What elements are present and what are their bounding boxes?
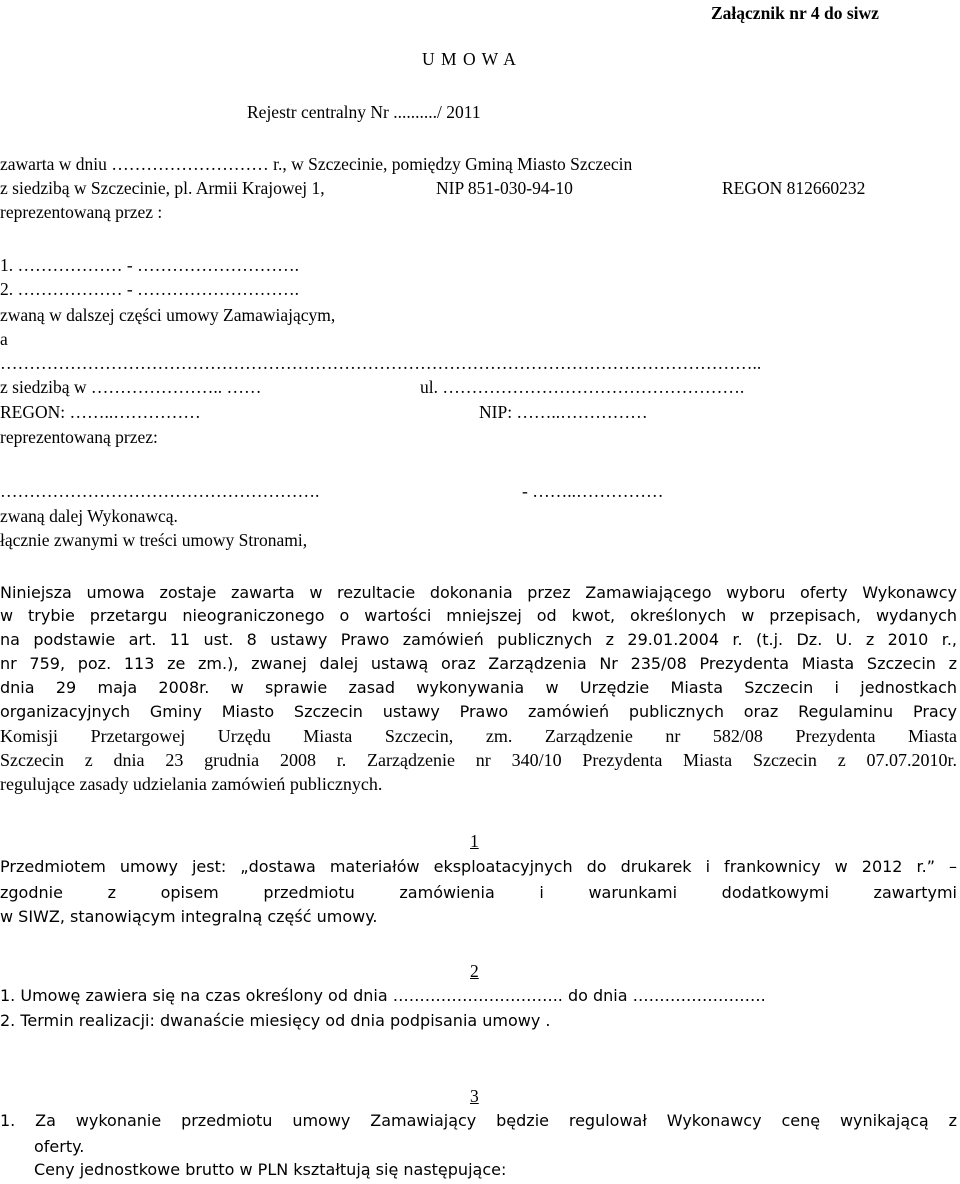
- contractor-seat: z siedzibą w ………………….. ……: [0, 377, 262, 397]
- conjunction-a: a: [0, 329, 8, 349]
- document-title: U M O W A: [422, 49, 517, 69]
- intro-line: dnia 29 maja 2008r. w sprawie zasad wykonywania w Urzędzie Miasta Szczecin i jednostkach: [0, 678, 957, 697]
- orderer-regon: REGON 812660232: [722, 178, 866, 198]
- orderer-nip: NIP 851-030-94-10: [436, 178, 573, 198]
- section-3-item-continuation: oferty.: [34, 1137, 85, 1156]
- contractor-name-blank: …………………………………………………………………………………………………………………..: [0, 353, 762, 373]
- intro-line: organizacyjnych Gminy Miasto Szczecin ustawy Prawo zamówień publicznych oraz Regulaminu Pracy: [0, 702, 957, 721]
- section-1-line: zgodnie z opisem przedmiotu zamówienia i warunkami dodatkowymi zawartymi: [0, 883, 957, 902]
- parties-definition: łącznie zwanymi w treści umowy Stronami,: [0, 530, 308, 550]
- representative-1: 1. ……………… - ……………………….: [0, 255, 299, 275]
- orderer-address: z siedzibą w Szczecinie, pl. Armii Krajowej 1,: [0, 178, 325, 198]
- contractor-represented-label: reprezentowaną przez:: [0, 427, 158, 447]
- contractor-street: ul. …………………………………………….: [420, 377, 745, 397]
- intro-line: Komisji Przetargowej Urzędu Miasta Szczecin, zm. Zarządzenie nr 582/08 Prezydenta Miasta: [0, 726, 957, 746]
- section-3-item: 1. Za wykonanie przedmiotu umowy Zamawiający będzie regulował Wykonawcy cenę wynikającą z: [0, 1111, 957, 1130]
- represented-by-label: reprezentowaną przez :: [0, 202, 163, 222]
- section-2-item: 2. Termin realizacji: dwanaście miesięcy od dnia podpisania umowy .: [0, 1011, 551, 1030]
- section-3-prices-intro: Ceny jednostkowe brutto w PLN kształtują się następujące:: [34, 1160, 507, 1179]
- intro-line: Szczecin z dnia 23 grudnia 2008 r. Zarządzenie nr 340/10 Prezydenta Miasta Szczecin z 07.07.2010r.: [0, 750, 957, 770]
- intro-line: regulujące zasady udzielania zamówień publicznych.: [0, 774, 383, 794]
- intro-line: w trybie przetargu nieograniczonego o wartości mniejszej od kwot, określonych w przepisach, wydanych: [0, 606, 957, 625]
- contractor-representative-blank: ……………………………………………….: [0, 481, 320, 501]
- section-3-mark: 3: [470, 1086, 479, 1106]
- contractor-regon: REGON: ……..……………: [0, 402, 201, 422]
- registry-number: Rejestr centralny Nr ........../ 2011: [247, 102, 481, 122]
- section-2-mark: 2: [470, 961, 479, 981]
- intro-line: na podstawie art. 11 ust. 8 ustawy Prawo zamówień publicznych z 29.01.2004 r. (t.j. Dz. U. z 2010 r.,: [0, 630, 957, 649]
- section-1-line: Przedmiotem umowy jest: „dostawa materiałów eksploatacyjnych do drukarek i frankownicy w 2012 r.” –: [0, 857, 957, 876]
- contract-date-line: zawarta w dniu ……………………… r., w Szczecinie, pomiędzy Gminą Miasto Szczecin: [0, 154, 633, 174]
- section-1-line: w SIWZ, stanowiącym integralną część umowy.: [0, 907, 378, 926]
- section-2-item: 1. Umowę zawiera się na czas określony od dnia ………………………….. do dnia …………………….: [0, 986, 766, 1005]
- intro-line: Niniejsza umowa zostaje zawarta w rezultacie dokonania przez Zamawiającego wyboru oferty Wykonawcy: [0, 583, 957, 602]
- contractor-nip: NIP: ……..……………: [479, 402, 648, 422]
- representative-2: 2. ……………… - ……………………….: [0, 279, 299, 299]
- contractor-representative-role: - ……..……………: [522, 481, 664, 501]
- intro-line: nr 759, poz. 113 ze zm.), zwanej dalej ustawą oraz Zarządzenia Nr 235/08 Prezydenta Miasta Szczecin z: [0, 654, 957, 673]
- annex-label: Załącznik nr 4 do siwz: [711, 3, 879, 23]
- contractor-definition: zwaną dalej Wykonawcą.: [0, 506, 178, 526]
- section-1-mark: 1: [470, 831, 479, 851]
- orderer-definition: zwaną w dalszej części umowy Zamawiającym,: [0, 305, 336, 325]
